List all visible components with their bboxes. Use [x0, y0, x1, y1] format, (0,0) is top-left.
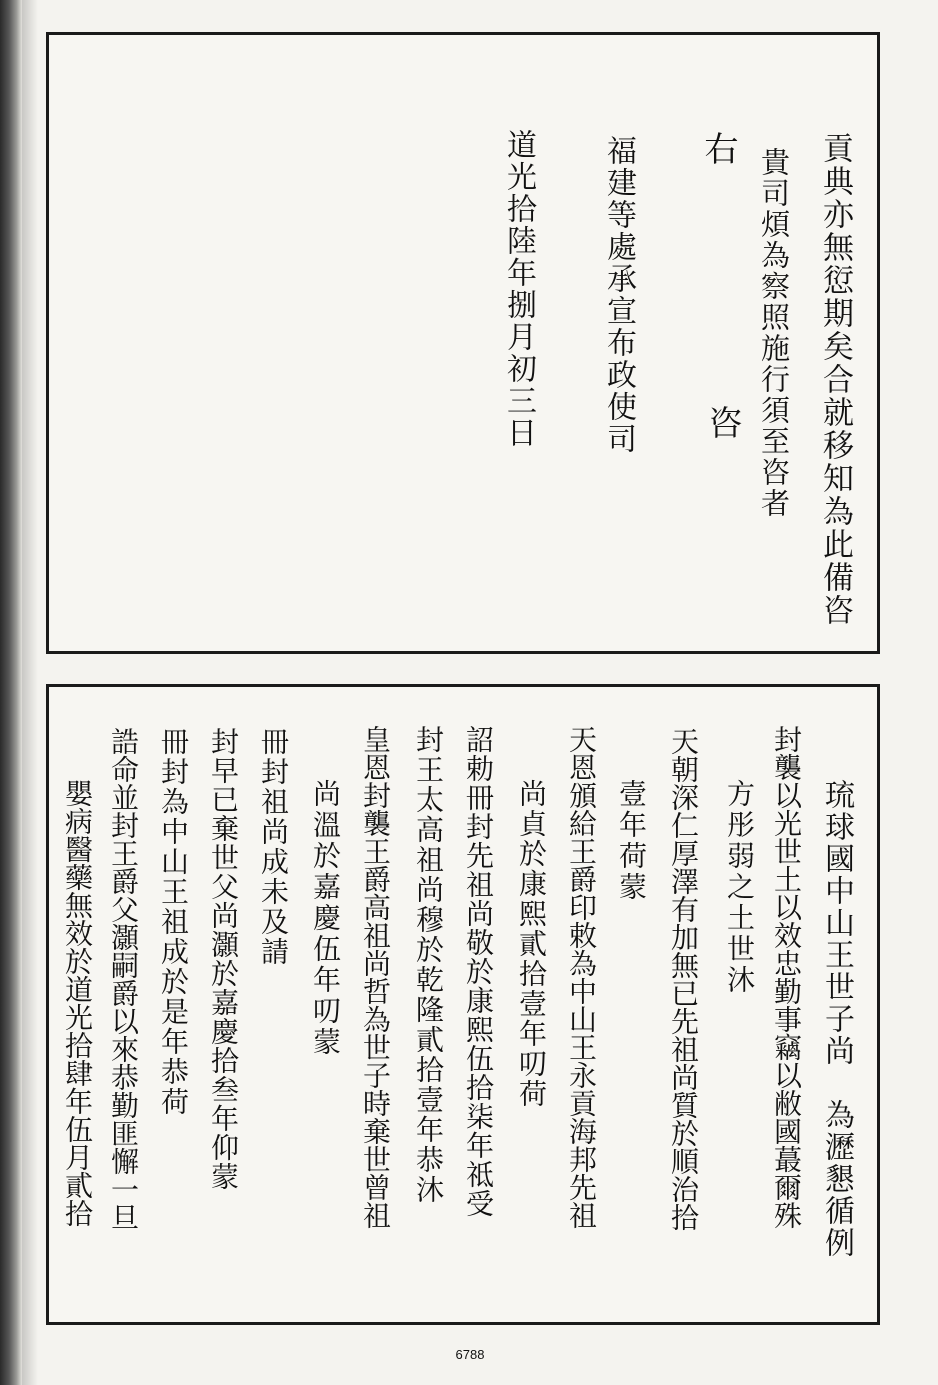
top-column-1: 貢典亦無愆期矣合就移知為此備咨 — [817, 132, 853, 627]
bottom-column-8: 詔勅冊封先祖尚敬於康熙伍拾柒年祗受 — [462, 725, 495, 1218]
bottom-column-2: 封襲以光世土以效忠勤事竊以敝國蕞爾殊 — [770, 725, 803, 1229]
bottom-column-15: 誥命並封王爵父灝嗣爵以來恭勤匪懈一旦 — [107, 727, 140, 1231]
gutter-shadow — [22, 0, 38, 1385]
bottom-column-11: 尚溫於嘉慶伍年叨蒙 — [309, 779, 342, 1058]
top-column-3-zi: 咨 — [702, 405, 742, 439]
book-binding-gutter — [0, 0, 22, 1385]
top-column-4: 福建等處承宣布政使司 — [601, 135, 636, 455]
bottom-column-3: 方彤弱之土世沐 — [723, 779, 756, 996]
bottom-column-7: 尚貞於康熙貳拾壹年叨荷 — [515, 779, 548, 1109]
bottom-document-panel — [46, 684, 880, 1325]
bottom-column-13: 封早已棄世父尚灝於嘉慶拾叁年仰蒙 — [207, 727, 240, 1191]
bottom-column-4: 天朝深仁厚澤有加無已先祖尚質於順治拾 — [667, 727, 700, 1231]
top-document-panel — [46, 32, 880, 654]
top-column-5-date: 道光拾陸年捌月初三日 — [501, 129, 536, 449]
bottom-column-1: 琉球國中山王世子尚 為瀝懇循例 — [819, 779, 854, 1259]
bottom-column-5: 壹年荷蒙 — [615, 779, 648, 903]
top-column-3-right: 右 — [698, 131, 738, 165]
bottom-column-9: 封王太高祖尚穆於乾隆貳拾壹年恭沐 — [412, 725, 445, 1205]
page-number: 6788 — [455, 1347, 485, 1362]
bottom-column-16: 嬰病醫藥無效於道光拾肆年伍月貳拾 — [61, 779, 94, 1227]
bottom-column-6: 天恩頒給王爵印敕為中山王永貢海邦先祖 — [565, 725, 598, 1229]
bottom-column-12: 冊封祖尚成未及請 — [257, 727, 290, 967]
bottom-column-10: 皇恩封襲王爵高祖尚哲為世子時棄世曾祖 — [359, 725, 392, 1229]
top-column-2: 貴司煩為察照施行須至咨者 — [757, 147, 791, 519]
bottom-column-14: 冊封為中山王祖成於是年恭荷 — [157, 727, 190, 1117]
